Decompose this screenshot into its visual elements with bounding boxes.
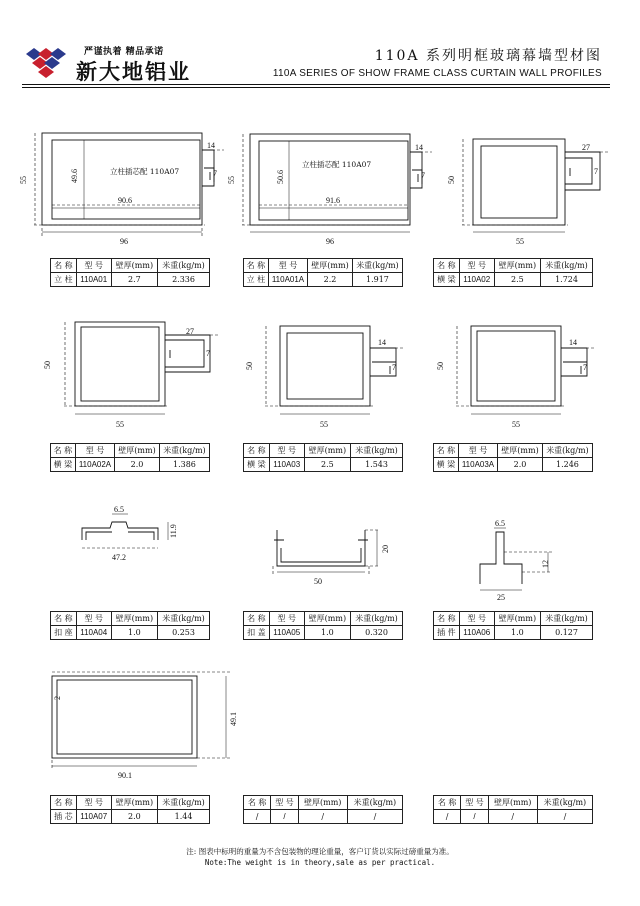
profile-thickness: 1.0 bbox=[111, 626, 157, 640]
profile-drawing-110A01A bbox=[242, 134, 432, 232]
profile-weight: 1.724 bbox=[541, 273, 593, 287]
profile-note: 立柱插芯配 110A07 bbox=[302, 160, 372, 169]
col-header-name: 名 称 bbox=[434, 444, 459, 458]
col-header-thickness: 壁厚(mm) bbox=[304, 444, 350, 458]
profile-name: 扣 盖 bbox=[244, 626, 270, 640]
dim-label: 27 bbox=[582, 143, 590, 152]
company-brand: 新大地铝业 bbox=[76, 59, 191, 84]
profile-name: 插 件 bbox=[434, 626, 460, 640]
profile-weight: 0.320 bbox=[351, 626, 403, 640]
profile-note: 立柱插芯配 110A07 bbox=[110, 167, 180, 176]
spec-table bbox=[50, 258, 210, 287]
profile-name: 扣 座 bbox=[51, 626, 77, 640]
col-header-name: 名 称 bbox=[434, 612, 460, 626]
spec-table bbox=[433, 795, 593, 824]
dim-label: 50.6 bbox=[276, 170, 285, 184]
col-header-name: 名 称 bbox=[434, 259, 460, 273]
profile-drawing-110A05 bbox=[273, 530, 380, 574]
company-slogan: 严谨执着 精品承诺 bbox=[84, 47, 164, 57]
col-header-code: 型 号 bbox=[459, 612, 494, 626]
dim-label: 50 bbox=[447, 176, 456, 184]
dim-label: 55 bbox=[512, 420, 520, 429]
profile-weight: / bbox=[347, 810, 402, 824]
col-header-thickness: 壁厚(mm) bbox=[111, 796, 157, 810]
spec-table bbox=[50, 443, 210, 472]
profile-code: 110A01A bbox=[268, 273, 307, 287]
spec-table bbox=[433, 611, 593, 640]
footer-note-en: Note:The weight is in theory,sale as per practical. bbox=[204, 858, 436, 867]
col-header-code: 型 号 bbox=[458, 444, 497, 458]
dim-label: 55 bbox=[516, 237, 524, 246]
page-subtitle: 110A SERIES OF SHOW FRAME CLASS CURTAIN WALL PROFILES bbox=[272, 68, 602, 79]
profile-weight: / bbox=[537, 810, 592, 824]
profile-thickness: 2.0 bbox=[498, 458, 543, 472]
dim-label: 50 bbox=[314, 577, 322, 586]
col-header-thickness: 壁厚(mm) bbox=[298, 796, 347, 810]
dim-label: 91.6 bbox=[326, 196, 340, 205]
dim-label: 7 bbox=[392, 363, 396, 372]
profile-code: 110A02A bbox=[75, 458, 114, 472]
profile-code: 110A06 bbox=[459, 626, 494, 640]
col-header-name: 名 称 bbox=[51, 444, 76, 458]
col-header-thickness: 壁厚(mm) bbox=[498, 444, 543, 458]
dim-label: 14 bbox=[569, 338, 577, 347]
col-header-name: 名 称 bbox=[244, 796, 271, 810]
dim-label: 50 bbox=[43, 361, 52, 369]
profile-thickness: 2.7 bbox=[111, 273, 157, 287]
profile-weight: 1.543 bbox=[351, 458, 403, 472]
profile-weight: 0.127 bbox=[541, 626, 593, 640]
profile-name: 立 柱 bbox=[51, 273, 77, 287]
profile-drawing-110A02 bbox=[462, 139, 610, 232]
dim-label: 50 bbox=[245, 362, 254, 370]
profile-code: 110A02 bbox=[459, 273, 494, 287]
dim-label: 25 bbox=[497, 593, 505, 602]
profile-drawing-110A01 bbox=[34, 133, 224, 236]
col-header-weight: 米重(kg/m) bbox=[159, 444, 209, 458]
profile-drawing-110A07 bbox=[52, 672, 230, 770]
profile-code: 110A04 bbox=[76, 626, 111, 640]
profile-thickness: / bbox=[298, 810, 347, 824]
profile-name: 横 梁 bbox=[434, 458, 459, 472]
col-header-name: 名 称 bbox=[51, 796, 77, 810]
profile-name: 横 梁 bbox=[244, 458, 270, 472]
dim-label: 90.6 bbox=[118, 196, 132, 205]
dim-label: 55 bbox=[19, 176, 28, 184]
profile-code: 110A03A bbox=[458, 458, 497, 472]
profile-name: 横 梁 bbox=[51, 458, 76, 472]
dim-label: 96 bbox=[326, 237, 334, 246]
profile-weight: 1.917 bbox=[352, 273, 402, 287]
col-header-code: 型 号 bbox=[76, 796, 111, 810]
col-header-weight: 米重(kg/m) bbox=[158, 259, 210, 273]
dim-label: 50 bbox=[436, 362, 445, 370]
profile-weight: 1.246 bbox=[542, 458, 592, 472]
dim-label: 11.9 bbox=[169, 524, 178, 538]
profile-name: 立 柱 bbox=[244, 273, 269, 287]
col-header-weight: 米重(kg/m) bbox=[542, 444, 592, 458]
dim-label: 7 bbox=[594, 167, 598, 176]
col-header-name: 名 称 bbox=[51, 612, 77, 626]
spec-table bbox=[50, 795, 210, 824]
profile-thickness: / bbox=[488, 810, 537, 824]
col-header-weight: 米重(kg/m) bbox=[541, 259, 593, 273]
profile-thickness: 1.0 bbox=[304, 626, 350, 640]
profile-weight: 1.386 bbox=[159, 458, 209, 472]
spec-table bbox=[243, 611, 403, 640]
col-header-weight: 米重(kg/m) bbox=[158, 796, 210, 810]
col-header-name: 名 称 bbox=[434, 796, 461, 810]
col-header-name: 名 称 bbox=[244, 612, 270, 626]
dim-label: 14 bbox=[378, 338, 386, 347]
spec-table bbox=[433, 443, 593, 472]
col-header-code: 型 号 bbox=[269, 444, 304, 458]
col-header-code: 型 号 bbox=[76, 612, 111, 626]
dim-label: 20 bbox=[381, 545, 390, 553]
col-header-thickness: 壁厚(mm) bbox=[111, 259, 157, 273]
profile-thickness: 2.5 bbox=[494, 273, 540, 287]
col-header-thickness: 壁厚(mm) bbox=[304, 612, 350, 626]
dim-label: 2 bbox=[53, 696, 62, 700]
profile-thickness: 2.0 bbox=[115, 458, 160, 472]
col-header-name: 名 称 bbox=[51, 259, 77, 273]
profile-code: 110A07 bbox=[76, 810, 111, 824]
dim-label: 14 bbox=[415, 143, 423, 152]
dim-label: 6.5 bbox=[114, 505, 124, 514]
dim-label: 49.1 bbox=[229, 712, 238, 726]
profile-code: / bbox=[271, 810, 298, 824]
col-header-thickness: 壁厚(mm) bbox=[494, 612, 540, 626]
dim-label: 27 bbox=[186, 327, 194, 336]
page-title: 110A 系列明框玻璃幕墙型材图 bbox=[374, 48, 602, 64]
col-header-thickness: 壁厚(mm) bbox=[488, 796, 537, 810]
profile-name: / bbox=[244, 810, 271, 824]
profile-code: / bbox=[461, 810, 488, 824]
spec-table bbox=[243, 258, 403, 287]
profile-thickness: 1.0 bbox=[494, 626, 540, 640]
dim-label: 6.5 bbox=[495, 519, 505, 528]
profile-weight: 1.44 bbox=[158, 810, 210, 824]
dim-label: 49.6 bbox=[70, 169, 79, 183]
dim-label: 14 bbox=[207, 141, 215, 150]
col-header-weight: 米重(kg/m) bbox=[352, 259, 402, 273]
col-header-weight: 米重(kg/m) bbox=[541, 612, 593, 626]
profile-code: 110A05 bbox=[269, 626, 304, 640]
dim-label: 55 bbox=[116, 420, 124, 429]
profile-thickness: 2.0 bbox=[111, 810, 157, 824]
profile-code: 110A03 bbox=[269, 458, 304, 472]
spec-table bbox=[50, 611, 210, 640]
profile-code: 110A01 bbox=[76, 273, 111, 287]
col-header-code: 型 号 bbox=[269, 612, 304, 626]
col-header-code: 型 号 bbox=[271, 796, 298, 810]
profile-drawing-110A04 bbox=[82, 514, 168, 548]
profile-name: / bbox=[434, 810, 461, 824]
profile-name: 横 梁 bbox=[434, 273, 460, 287]
col-header-weight: 米重(kg/m) bbox=[347, 796, 402, 810]
dim-label: 55 bbox=[320, 420, 328, 429]
dim-label: 90.1 bbox=[118, 771, 132, 780]
col-header-code: 型 号 bbox=[459, 259, 494, 273]
col-header-name: 名 称 bbox=[244, 259, 269, 273]
col-header-name: 名 称 bbox=[244, 444, 270, 458]
col-header-thickness: 壁厚(mm) bbox=[115, 444, 160, 458]
profile-drawing-110A02A bbox=[64, 322, 218, 414]
col-header-code: 型 号 bbox=[75, 444, 114, 458]
col-header-code: 型 号 bbox=[76, 259, 111, 273]
profile-name: 插 芯 bbox=[51, 810, 77, 824]
footer-note-cn: 注: 图表中标明的重量为不含包装物的理论重量，客户订货以实际过磅重量为准。 bbox=[186, 847, 454, 856]
col-header-thickness: 壁厚(mm) bbox=[308, 259, 353, 273]
profile-drawing-110A06 bbox=[480, 528, 552, 590]
profile-weight: 2.336 bbox=[158, 273, 210, 287]
dim-label: 7 bbox=[583, 363, 587, 372]
profile-thickness: 2.5 bbox=[304, 458, 350, 472]
col-header-weight: 米重(kg/m) bbox=[158, 612, 210, 626]
col-header-weight: 米重(kg/m) bbox=[351, 612, 403, 626]
dim-label: 55 bbox=[227, 176, 236, 184]
dim-label: 47.2 bbox=[112, 553, 126, 562]
col-header-code: 型 号 bbox=[461, 796, 488, 810]
col-header-weight: 米重(kg/m) bbox=[537, 796, 592, 810]
col-header-code: 型 号 bbox=[268, 259, 307, 273]
spec-table bbox=[243, 795, 403, 824]
dim-label: 7 bbox=[213, 169, 217, 178]
col-header-thickness: 壁厚(mm) bbox=[494, 259, 540, 273]
dim-label: 12 bbox=[541, 560, 550, 568]
dim-label: 96 bbox=[120, 237, 128, 246]
dim-label: 7 bbox=[206, 349, 210, 358]
spec-table bbox=[243, 443, 403, 472]
spec-table bbox=[433, 258, 593, 287]
profile-thickness: 2.2 bbox=[308, 273, 353, 287]
dim-label: 7 bbox=[421, 171, 425, 180]
col-header-thickness: 壁厚(mm) bbox=[111, 612, 157, 626]
profile-weight: 0.253 bbox=[158, 626, 210, 640]
col-header-weight: 米重(kg/m) bbox=[351, 444, 403, 458]
